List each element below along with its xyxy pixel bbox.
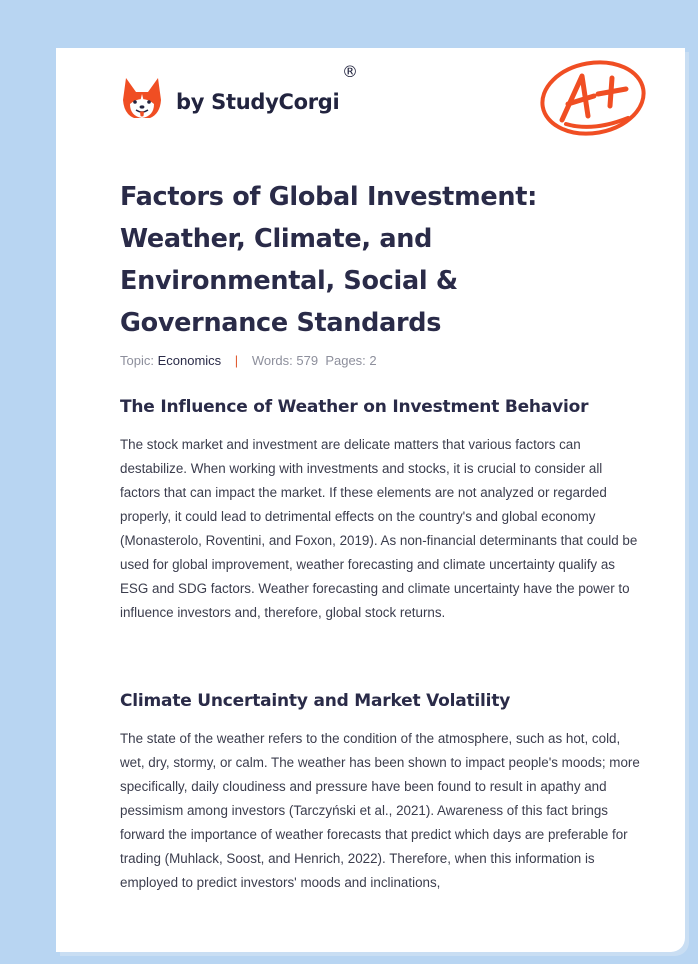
- section-heading: The Influence of Weather on Investment Behavior: [120, 397, 589, 417]
- words-label: Words:: [251, 353, 293, 368]
- document-meta: [120, 353, 377, 368]
- registered-mark: ®: [342, 62, 358, 81]
- brand-name: by StudyCorgi: [176, 90, 340, 114]
- pages-count: 2: [369, 353, 377, 368]
- section-heading: Climate Uncertainty and Market Volatility: [120, 691, 511, 711]
- topic-link[interactable]: Economics: [157, 353, 222, 368]
- document-title: Factors of Global Investment: Weather, Climate, and Environmental, Social & Governance Standards: [120, 182, 537, 338]
- document-card: [56, 48, 685, 952]
- section-paragraph: The state of the weather refers to the condition of the atmosphere, such as hot, cold, wet, dry, stormy, or calm. The weather has been shown to impact people's moods; more specifically, daily cloudiness and pressure have been found to result in apathy and pessimism among investors (Tarczyński et al., 2021). Awareness of this fact brings forward the importance of weather forecasts that predict which days are preferable for trading (Muhlack, Soost, and Henrich, 2022). Therefore, when this information is employed to predict investors' moods and inclinations,: [120, 731, 640, 890]
- corgi-icon: [122, 76, 162, 120]
- topic-label: Topic:: [120, 353, 154, 368]
- a-plus-grade-icon: [538, 58, 648, 145]
- studycorgi-logo[interactable]: [122, 76, 339, 120]
- pages-label: Pages:: [325, 353, 366, 368]
- words-count: 579: [296, 353, 319, 368]
- meta-separator: |: [234, 353, 239, 368]
- section-paragraph: The stock market and investment are delicate matters that various factors can destabilize. When working with investments and stocks, it is crucial to consider all factors that can impact the market. If these elements are not analyzed or regarded properly, it could lead to detrimental effects on the country's and global economy (Monasterolo, Roventini, and Foxon, 2019). As non-financial determinants that could be used for global improvement, weather forecasting and climate uncertainty qualify as ESG and SDG factors. Weather forecasting and climate uncertainty have the power to influence investors and, therefore, global stock returns.: [120, 437, 638, 620]
